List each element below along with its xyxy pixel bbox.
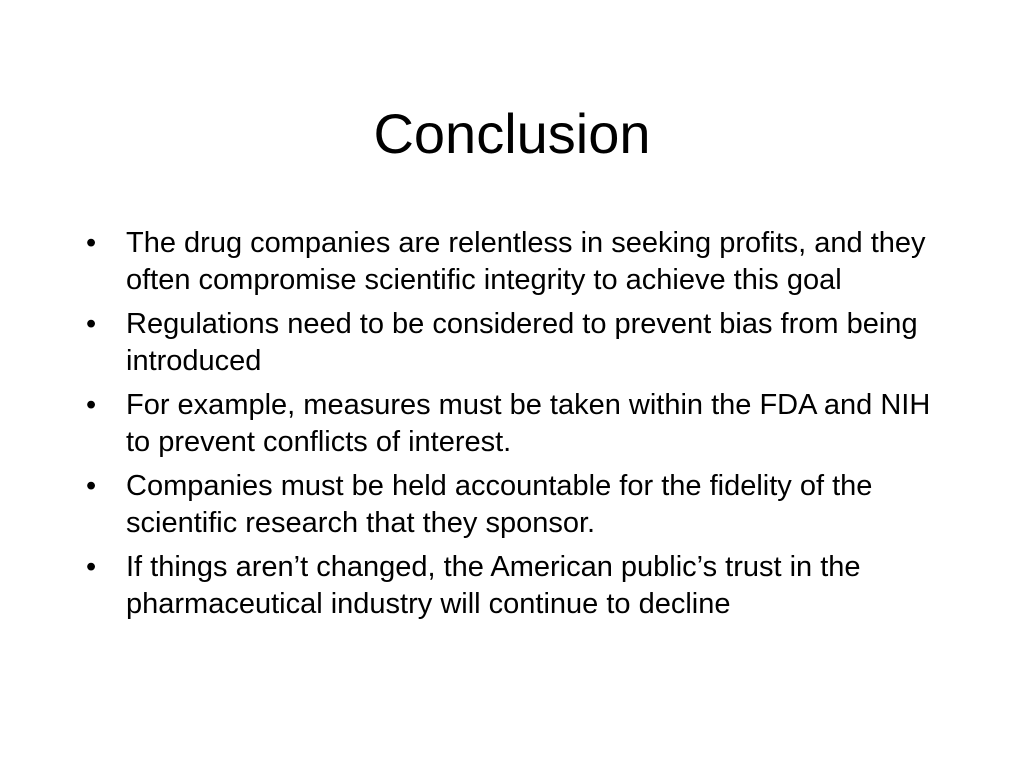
bullet-item xyxy=(86,306,956,380)
bullet-text: The drug companies are relentless in seeking profits, and they often compromise scientific integrity to achieve this goal xyxy=(126,227,926,296)
bullet-dot-icon: • xyxy=(86,389,97,421)
bullet-item xyxy=(86,225,956,299)
bullet-item xyxy=(86,549,956,623)
bullet-list xyxy=(86,225,956,630)
bullet-text: If things aren’t changed, the American public’s trust in the pharmaceutical industry will continue to decline xyxy=(126,551,861,620)
slide-title: Conclusion xyxy=(373,102,651,165)
bullet-dot-icon: • xyxy=(86,227,97,259)
bullet-dot-icon: • xyxy=(86,308,97,340)
bullet-item xyxy=(86,468,956,542)
bullet-text: Companies must be held accountable for the fidelity of the scientific research that they sponsor. xyxy=(126,470,873,539)
bullet-text: Regulations need to be considered to prevent bias from being introduced xyxy=(126,308,918,377)
bullet-dot-icon: • xyxy=(86,470,97,502)
bullet-item xyxy=(86,387,956,461)
bullet-dot-icon: • xyxy=(86,551,97,583)
bullet-text: For example, measures must be taken within the FDA and NIH to prevent conflicts of interest. xyxy=(126,389,931,458)
